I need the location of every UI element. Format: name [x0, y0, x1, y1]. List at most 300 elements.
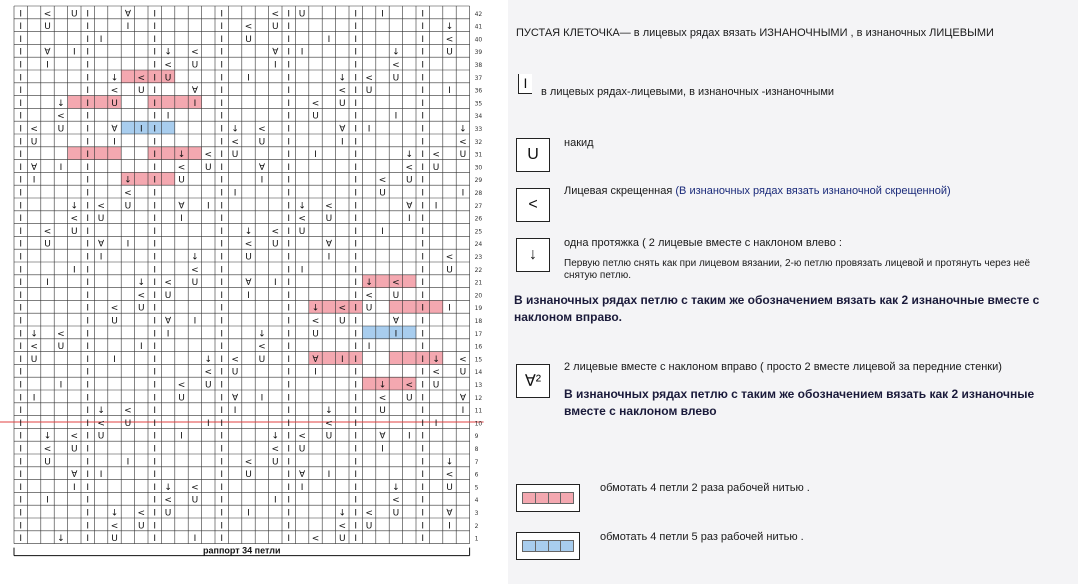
stitch-symbol: U	[298, 9, 306, 20]
stitch-symbol: I	[72, 265, 76, 276]
stitch-symbol: I	[86, 406, 90, 417]
stitch-symbol: I	[354, 418, 358, 429]
stitch-symbol: I	[421, 137, 425, 148]
stitch-symbol: I	[19, 137, 23, 148]
stitch-symbol: <	[231, 354, 239, 365]
stitch-symbol: ↓	[365, 278, 373, 289]
wrap-5x-icon	[516, 532, 580, 560]
stitch-symbol: I	[421, 470, 425, 481]
row-number: 35	[474, 100, 483, 108]
stitch-symbol: I	[19, 354, 23, 365]
stitch-symbol: I	[19, 34, 23, 45]
stitch-symbol: I	[287, 393, 291, 404]
stitch-symbol: I	[421, 482, 425, 493]
stitch-symbol: I	[233, 406, 237, 417]
stitch-symbol: U	[164, 73, 172, 84]
row-number: 30	[474, 164, 483, 172]
stitch-symbol: U	[30, 137, 38, 148]
stitch-symbol: I	[19, 482, 23, 493]
stitch-symbol: I	[421, 34, 425, 45]
stitch-symbol: I	[86, 22, 90, 33]
stitch-symbol: I	[354, 214, 358, 225]
stitch-symbol: ↓	[445, 457, 454, 468]
stitch-symbol: I	[287, 457, 291, 468]
stitch-symbol: I	[220, 521, 224, 532]
stitch-symbol: I	[421, 162, 425, 173]
stitch-symbol: I	[421, 431, 425, 442]
stitch-symbol: U	[272, 239, 279, 250]
stitch-symbol: <	[445, 34, 454, 45]
stitch-symbol: U	[57, 124, 65, 135]
stitch-symbol: I	[153, 162, 157, 173]
stitch-symbol: I	[354, 380, 358, 391]
row-number: 19	[474, 305, 483, 313]
stitch-symbol: I	[421, 521, 425, 532]
stitch-symbol: I	[19, 98, 23, 109]
stitch-symbol: I	[19, 214, 23, 225]
stitch-symbol: U	[339, 316, 346, 327]
stitch-symbol: I	[354, 60, 358, 71]
stitch-symbol: ↓	[459, 124, 467, 135]
stitch-symbol: I	[86, 316, 90, 327]
stitch-symbol: I	[86, 86, 90, 97]
stitch-symbol: I	[86, 73, 90, 84]
stitch-symbol: I	[233, 188, 237, 199]
stitch-symbol: <	[298, 214, 306, 225]
stitch-symbol: I	[86, 495, 90, 506]
stitch-symbol: I	[354, 111, 358, 122]
stitch-symbol: I	[220, 9, 224, 20]
stitch-symbol: I	[19, 406, 23, 417]
stitch-symbol: I	[153, 470, 157, 481]
row-number: 13	[474, 382, 483, 389]
k2tog-right-icon: ∀²	[516, 364, 550, 398]
stitch-symbol: I	[19, 470, 23, 481]
stitch-symbol: U	[205, 380, 212, 391]
stitch-symbol: I	[421, 303, 425, 314]
stitch-symbol: ∀	[124, 9, 131, 20]
stitch-symbol: ∀	[459, 393, 466, 404]
stitch-symbol: I	[153, 201, 157, 212]
stitch-symbol: I	[300, 265, 304, 276]
stitch-symbol: I	[287, 265, 291, 276]
stitch-symbol: <	[70, 214, 79, 225]
stitch-symbol: I	[421, 418, 425, 429]
stitch-symbol: I	[220, 508, 224, 519]
row-number: 8	[474, 446, 479, 453]
stitch-symbol: I	[381, 226, 384, 237]
stitch-symbol: I	[126, 22, 130, 33]
stitch-symbol: I	[354, 457, 358, 468]
twisted-knit-icon: <	[516, 188, 550, 222]
stitch-symbol: I	[113, 354, 116, 365]
stitch-symbol: I	[407, 431, 411, 442]
stitch-symbol: ∀	[446, 508, 453, 519]
stitch-symbol: ∀	[44, 47, 51, 58]
stitch-symbol: I	[287, 150, 291, 161]
stitch-symbol: I	[354, 22, 358, 33]
stitch-symbol: I	[46, 60, 49, 71]
stitch-symbol: I	[153, 86, 157, 97]
stitch-symbol: I	[434, 201, 438, 212]
stitch-symbol: I	[354, 406, 358, 417]
stitch-symbol: U	[205, 162, 212, 173]
stitch-symbol: ↓	[57, 534, 65, 545]
stitch-symbol: ↓	[392, 47, 400, 58]
stitch-symbol: ∀	[258, 162, 265, 173]
stitch-symbol: I	[220, 393, 224, 404]
stitch-symbol: U	[245, 34, 252, 45]
stitch-symbol: I	[421, 226, 425, 237]
stitch-symbol: I	[180, 431, 183, 442]
stitch-symbol: I	[139, 342, 143, 353]
stitch-symbol: I	[273, 278, 277, 289]
stitch-symbol: I	[153, 431, 157, 442]
k2tog-left-legend: одна протяжка ( 2 лицевые вместе с наклоном влево :	[564, 237, 842, 249]
stitch-symbol: I	[354, 9, 358, 20]
stitch-symbol: I	[421, 175, 425, 186]
stitch-symbol: U	[446, 482, 453, 493]
stitch-symbol: I	[19, 521, 23, 532]
stitch-symbol: <	[137, 508, 146, 519]
stitch-symbol: <	[311, 534, 320, 545]
stitch-symbol: I	[220, 354, 224, 365]
stitch-symbol: I	[354, 431, 358, 442]
stitch-symbol: I	[86, 303, 90, 314]
row-number: 7	[474, 458, 479, 466]
stitch-symbol: I	[354, 495, 358, 506]
stitch-symbol: ∀	[245, 278, 252, 289]
repeat-label: раппорт 34 петли	[203, 545, 281, 556]
stitch-symbol: ∀	[272, 47, 279, 58]
stitch-symbol: I	[421, 278, 425, 289]
stitch-symbol: U	[432, 380, 440, 391]
stitch-symbol: I	[180, 214, 183, 225]
stitch-symbol: I	[153, 175, 157, 186]
stitch-symbol: <	[137, 290, 146, 301]
row-number: 24	[474, 241, 483, 249]
stitch-symbol: I	[287, 316, 291, 327]
stitch-symbol: I	[153, 495, 157, 506]
stitch-symbol: I	[287, 418, 291, 429]
stitch-symbol: ↓	[137, 278, 146, 289]
stitch-symbol: I	[421, 60, 425, 71]
stitch-symbol: <	[57, 329, 65, 340]
stitch-symbol: <	[97, 201, 105, 212]
row-number: 1	[474, 535, 479, 543]
stitch-symbol: I	[153, 482, 157, 493]
stitch-symbol: I	[126, 457, 130, 468]
stitch-symbol: ↓	[378, 380, 387, 391]
stitch-symbol: <	[459, 354, 467, 365]
row-number: 34	[474, 113, 483, 121]
row-number: 15	[474, 356, 483, 364]
stitch-symbol: I	[99, 34, 103, 45]
stitch-symbol: I	[421, 329, 425, 340]
stitch-symbol: I	[367, 124, 371, 135]
stitch-symbol: U	[245, 470, 252, 481]
stitch-symbol: I	[19, 380, 23, 391]
stitch-symbol: <	[124, 188, 132, 199]
stitch-symbol: I	[19, 495, 23, 506]
stitch-symbol: ↓	[57, 98, 65, 109]
stitch-symbol: I	[153, 393, 157, 404]
stitch-symbol: I	[153, 9, 157, 20]
row-number: 27	[474, 202, 483, 210]
stitch-symbol: U	[111, 98, 118, 109]
k2tog-right-wrong-side: В изнаночных рядах петлю с таким же обозначением вязать как 2 изнаночные вместе с наклоном влево	[564, 387, 1035, 418]
stitch-symbol: I	[19, 316, 23, 327]
knit-stitch-icon: I	[518, 74, 532, 94]
row-number: 33	[474, 126, 483, 133]
row-number: 2	[474, 522, 479, 530]
stitch-symbol: I	[448, 86, 451, 97]
stitch-symbol: I	[153, 34, 157, 45]
stitch-symbol: U	[138, 521, 145, 532]
stitch-symbol: I	[206, 418, 210, 429]
stitch-symbol: I	[287, 521, 291, 532]
stitch-symbol: I	[287, 175, 291, 186]
stitch-symbol: ↓	[338, 73, 347, 84]
stitch-symbol: I	[46, 278, 49, 289]
stitch-symbol: I	[354, 201, 358, 212]
stitch-symbol: I	[19, 444, 23, 455]
stitch-symbol: U	[111, 534, 118, 545]
stitch-symbol: I	[153, 329, 157, 340]
stitch-symbol: I	[421, 86, 425, 97]
stitch-symbol: <	[392, 60, 400, 71]
stitch-symbol: ↓	[110, 73, 119, 84]
stitch-symbol: I	[354, 290, 358, 301]
stitch-symbol: I	[86, 393, 90, 404]
stitch-symbol: <	[244, 457, 253, 468]
stitch-symbol: I	[153, 73, 157, 84]
stitch-symbol: I	[153, 226, 157, 237]
stitch-symbol: ∀	[98, 239, 105, 250]
k2tog-left-icon: ↓	[516, 238, 550, 272]
stitch-symbol: I	[139, 124, 143, 135]
stitch-symbol: I	[153, 98, 157, 109]
stitch-symbol: <	[271, 226, 280, 237]
stitch-symbol: I	[19, 175, 23, 186]
stitch-symbol: I	[287, 470, 291, 481]
stitch-symbol: U	[124, 201, 132, 212]
stitch-symbol: I	[287, 431, 291, 442]
stitch-symbol: I	[153, 188, 157, 199]
stitch-symbol: I	[153, 508, 157, 519]
stitch-symbol: I	[354, 86, 358, 97]
stitch-symbol: I	[367, 342, 371, 353]
stitch-symbol: I	[86, 470, 90, 481]
stitch-symbol: I	[287, 482, 291, 493]
stitch-symbol: I	[461, 406, 465, 417]
stitch-symbol: I	[99, 470, 103, 481]
stitch-symbol: ↓	[445, 22, 454, 33]
stitch-symbol: I	[19, 252, 23, 263]
stitch-symbol: ↓	[70, 201, 79, 212]
stitch-symbol: U	[325, 214, 333, 225]
knitting-chart	[0, 0, 500, 584]
stitch-symbol: I	[220, 162, 224, 173]
stitch-symbol: I	[86, 9, 90, 20]
stitch-symbol: U	[339, 98, 346, 109]
stitch-symbol: I	[153, 457, 157, 468]
stitch-symbol: I	[86, 214, 90, 225]
row-number: 38	[474, 62, 483, 69]
stitch-symbol: I	[19, 111, 23, 122]
stitch-symbol: U	[365, 86, 373, 97]
stitch-symbol: I	[220, 290, 224, 301]
stitch-symbol: <	[57, 111, 65, 122]
stitch-symbol: U	[178, 393, 185, 404]
stitch-symbol: I	[220, 47, 224, 58]
stitch-symbol: I	[220, 329, 224, 340]
stitch-symbol: I	[32, 175, 36, 186]
stitch-symbol: U	[191, 278, 199, 289]
stitch-symbol: <	[311, 98, 320, 109]
row-number: 37	[474, 74, 483, 82]
stitch-symbol: I	[287, 444, 291, 455]
stitch-symbol: U	[406, 393, 413, 404]
stitch-symbol: U	[138, 86, 145, 97]
stitch-symbol: I	[153, 111, 157, 122]
stitch-symbol: I	[354, 239, 358, 250]
stitch-symbol: I	[220, 111, 224, 122]
stitch-symbol: I	[220, 137, 224, 148]
row-number: 23	[474, 254, 483, 261]
stitch-symbol: U	[365, 521, 373, 532]
stitch-symbol: I	[220, 98, 224, 109]
stitch-symbol: U	[44, 239, 51, 250]
stitch-symbol: I	[19, 431, 23, 442]
stitch-symbol: I	[86, 431, 90, 442]
stitch-symbol: U	[44, 457, 51, 468]
stitch-symbol: I	[421, 201, 425, 212]
stitch-symbol: I	[421, 367, 425, 378]
wrap-2x-legend: обмотать 4 петли 2 раза рабочей нитью .	[600, 482, 810, 494]
stitch-symbol: I	[287, 98, 291, 109]
stitch-symbol: U	[312, 329, 319, 340]
stitch-symbol: I	[287, 47, 291, 58]
row-number: 20	[474, 292, 483, 300]
stitch-symbol: ↓	[124, 175, 132, 186]
stitch-symbol: ∀	[299, 470, 306, 481]
stitch-symbol: U	[191, 60, 199, 71]
stitch-symbol: I	[287, 22, 291, 33]
stitch-symbol: I	[99, 252, 103, 263]
stitch-symbol: I	[287, 214, 291, 225]
stitch-symbol: U	[298, 444, 306, 455]
stitch-symbol: ∀	[111, 124, 118, 135]
stitch-symbol: <	[378, 175, 387, 186]
stitch-symbol: I	[19, 342, 23, 353]
stitch-symbol: I	[381, 444, 384, 455]
stitch-symbol: I	[72, 47, 76, 58]
stitch-symbol: I	[421, 380, 425, 391]
stitch-symbol: I	[354, 342, 358, 353]
stitch-symbol: I	[220, 22, 224, 33]
row-number: 6	[474, 471, 479, 479]
stitch-symbol: <	[405, 380, 414, 391]
stitch-symbol: <	[191, 47, 199, 58]
stitch-symbol: I	[300, 482, 304, 493]
row-number: 28	[474, 190, 483, 197]
stitch-symbol: I	[287, 303, 291, 314]
stitch-symbol: I	[354, 137, 358, 148]
stitch-symbol: I	[421, 406, 425, 417]
stitch-symbol: I	[220, 367, 224, 378]
stitch-symbol: I	[19, 418, 23, 429]
stitch-symbol: I	[434, 418, 438, 429]
stitch-symbol: I	[287, 367, 291, 378]
stitch-symbol: I	[153, 367, 157, 378]
stitch-symbol: I	[220, 201, 224, 212]
stitch-symbol: I	[19, 239, 23, 250]
stitch-symbol: <	[311, 316, 320, 327]
stitch-symbol: I	[86, 175, 90, 186]
stitch-symbol: <	[191, 265, 199, 276]
stitch-symbol: <	[124, 406, 132, 417]
row-number: 36	[474, 87, 483, 95]
stitch-symbol: ∀	[71, 470, 78, 481]
stitch-symbol: I	[153, 342, 157, 353]
stitch-symbol: I	[19, 457, 23, 468]
stitch-symbol: ↓	[191, 252, 199, 263]
stitch-symbol: I	[86, 534, 90, 545]
stitch-symbol: U	[245, 252, 252, 263]
stitch-symbol: ∀	[339, 124, 346, 135]
stitch-symbol: I	[287, 380, 291, 391]
stitch-symbol: I	[287, 278, 291, 289]
stitch-symbol: I	[86, 124, 90, 135]
row-number: 11	[474, 407, 483, 415]
stitch-symbol: I	[287, 406, 291, 417]
stitch-symbol: I	[287, 329, 291, 340]
stitch-symbol: I	[327, 252, 331, 263]
stitch-symbol: I	[287, 226, 291, 237]
stitch-symbol: I	[354, 303, 358, 314]
stitch-symbol: I	[193, 534, 197, 545]
stitch-symbol: I	[220, 278, 224, 289]
stitch-symbol: U	[57, 342, 65, 353]
stitch-symbol: U	[71, 226, 78, 237]
row-number: 21	[474, 279, 483, 287]
stitch-symbol: ↓	[204, 354, 213, 365]
stitch-symbol: U	[392, 508, 400, 519]
stitch-symbol: <	[97, 418, 105, 429]
stitch-symbol: I	[354, 47, 358, 58]
stitch-symbol: I	[273, 495, 277, 506]
stitch-symbol: ↓	[244, 226, 253, 237]
row-number: 41	[474, 23, 483, 31]
stitch-symbol: I	[287, 354, 291, 365]
stitch-symbol: I	[86, 367, 90, 378]
stitch-symbol: I	[220, 534, 224, 545]
stitch-symbol: U	[325, 431, 333, 442]
stitch-symbol: I	[287, 342, 291, 353]
stitch-symbol: I	[19, 60, 23, 71]
stitch-symbol: I	[19, 290, 23, 301]
stitch-symbol: I	[220, 303, 224, 314]
stitch-symbol: I	[19, 73, 23, 84]
stitch-symbol: U	[138, 303, 145, 314]
stitch-symbol: I	[86, 457, 90, 468]
stitch-symbol: U	[392, 290, 400, 301]
stitch-symbol: ↓	[338, 508, 347, 519]
stitch-symbol: I	[19, 124, 23, 135]
stitch-symbol: I	[153, 265, 157, 276]
twisted-knit-legend-main: Лицевая скрещенная	[564, 185, 676, 197]
